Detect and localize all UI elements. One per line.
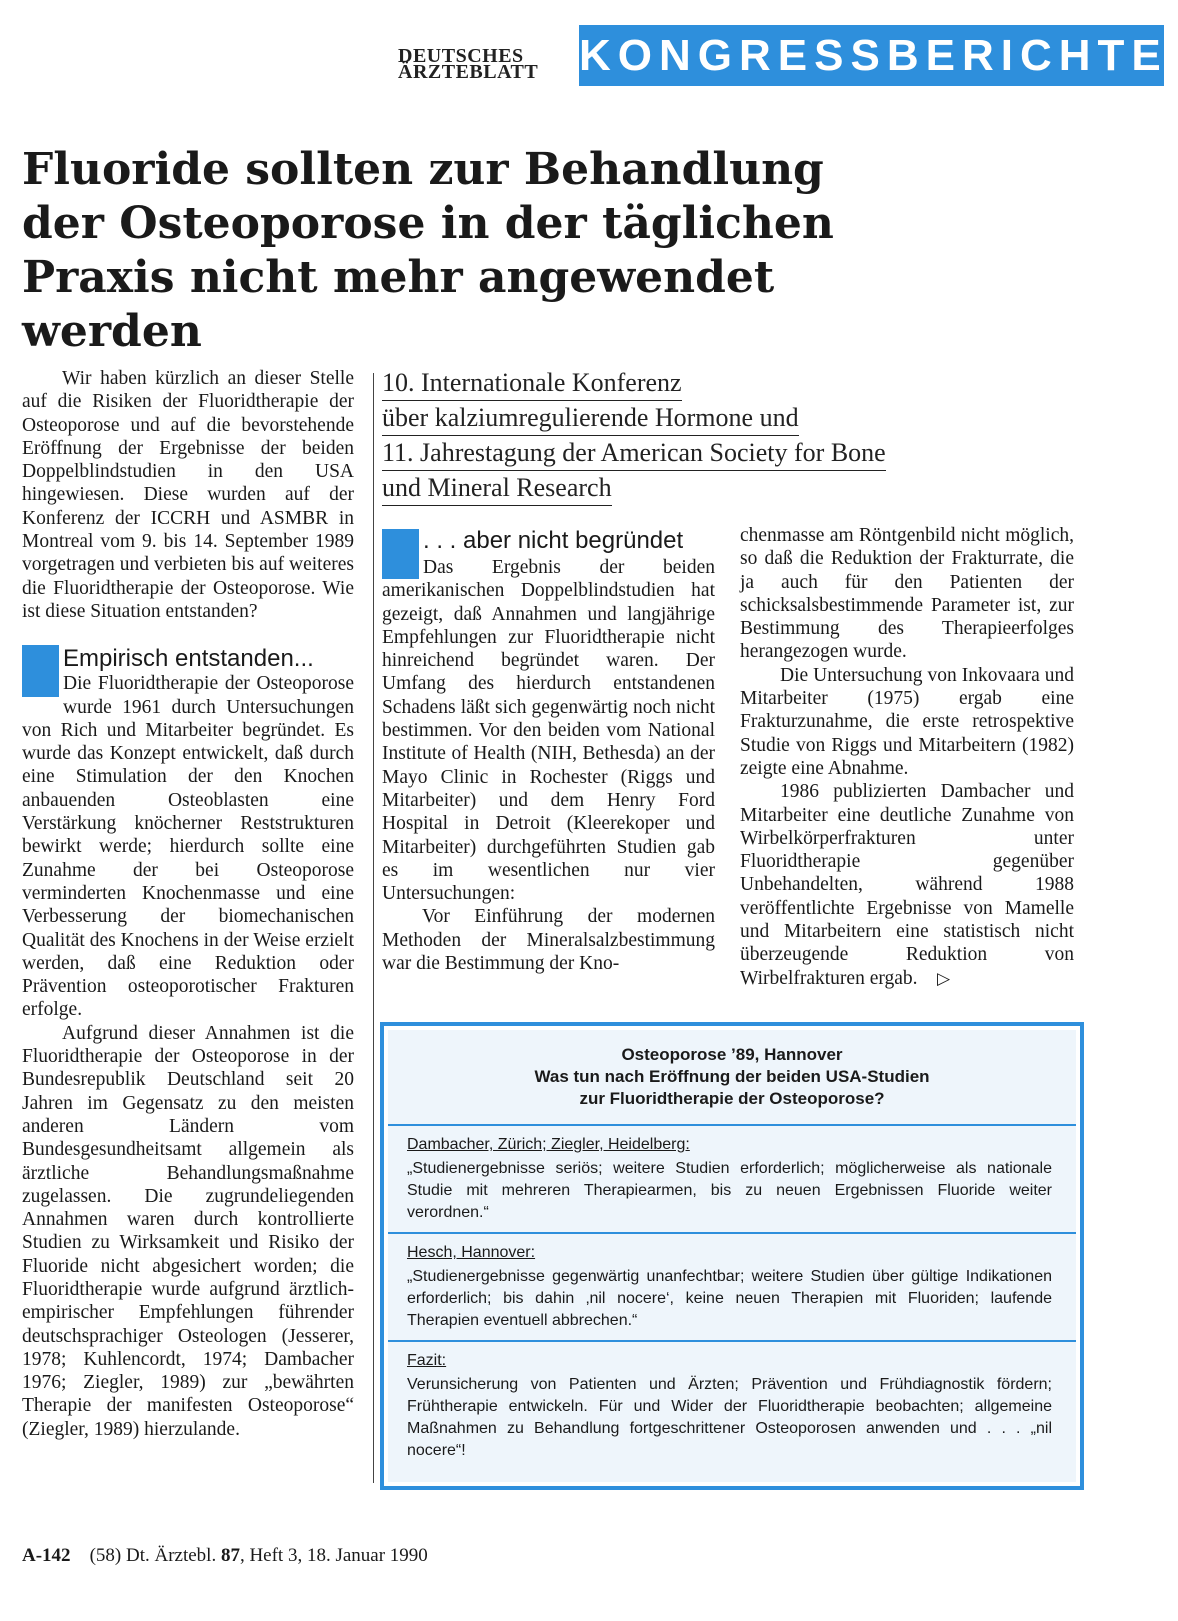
citation-post: , Heft 3, 18. Januar 1990 — [239, 1545, 428, 1566]
masthead-line1: DEUTSCHES — [398, 45, 524, 67]
masthead-line2: ÄRZTEBLATT — [398, 61, 539, 83]
article-headline: Fluoride sollten zur Behandlung der Osteoporose in der täglichen Praxis nicht mehr angewendet werden — [22, 144, 834, 357]
subhead-block-begruendet — [382, 527, 715, 905]
conference-heading — [382, 366, 962, 506]
info-box-section — [388, 1232, 1076, 1340]
column-3 — [740, 524, 1074, 991]
paragraph-text: 1986 publizierten Dambacher und Mitarbeiter eine deutliche Zunahme von Wirbelkörperfrakturen unter Fluoridtherapie gegenüber Unbehandelten, während 1988 veröffentlichte Ergebnisse von Mamelle und Mitarbeitern eine statistisch nicht überzeugende Reduktion von Wirbelfrakturen ergab. — [740, 781, 1074, 989]
paragraph: Vor Einführung der modernen Methoden der Mineralsalzbestimmung war die Bestimmung der Kno- — [382, 906, 715, 975]
subhead-block-empirisch — [22, 645, 354, 1021]
paragraph — [740, 780, 1074, 991]
paragraph: Die Untersuchung von Inkovaara und Mitarbeiter (1975) ergab eine Frakturzunahme, die erste retrospektive Studie von Riggs und Mitarbeitern (1982) zeigte eine Abnahme. — [740, 664, 1074, 779]
conference-line-1: 10. Internationale Konferenz — [382, 366, 682, 401]
statement-author: Fazit: — [407, 1352, 447, 1369]
intro-paragraph: Wir haben kürzlich an dieser Stelle auf die Risiken der Fluoridtherapie der Osteoporose und auf die bevorstehende Eröffnung der Ergebnisse der beiden Doppelblindstudien in den USA hingewiesen. Diese wurden auf der Konferenz der ICCRH und ASMBR in Montreal vom 9. bis 14. September 1989 vorgetragen und verbieten bis auf weiteres die Fluoridtherapie der Osteoporose. Wie ist diese Situation entstanden? — [22, 368, 354, 622]
statement-quote: Verunsicherung von Patienten und Ärzten; Prävention und Frühdiagnostik fördern; Frühtherapie entwickeln. Für und Wider der Fluoridtherapie beobachten; allgemeine Maßnahmen zu Behandlung fortgeschrittener Osteoporosen anwenden und . . . „nil nocere“! — [407, 1376, 1052, 1459]
statement-quote: „Studienergebnisse gegenwärtig unanfechtbar; weitere Studien über gültige Indikationen erforderlich; bis dahin ‚nil nocere‘, keine neuen Therapien mit Fluoriden; laufende Therapien eventuell abbrechen.“ — [407, 1268, 1052, 1329]
paragraph: Das Ergebnis der beiden amerikanischen Doppelblindstudien hat gezeigt, daß Annahmen und langjährige Empfehlungen zur Fluoridtherapie nicht hinreichend begründet waren. Der Umfang des hierdurch entstandenen Schadens läßt sich gegenwärtig noch nicht bestimmen. Vor den beiden vom National Institute of Health (NIH, Bethesda) an der Mayo Clinic in Rochester (Riggs und Mitarbeiter) und dem Henry Ford Hospital in Detroit (Kleerekoper und Mitarbeiter) durchgeführten Studien gab es im wesentlichen nur vier Untersuchungen: — [382, 557, 715, 905]
column-2 — [382, 527, 715, 975]
paragraph: chenmasse am Röntgenbild nicht möglich, so daß die Reduktion der Frakturrate, die ja auch für den Patienten der schicksalsbestimmende Parameter ist, zur Bestimmung des Therapieerfolges herangezogen wurde. — [740, 525, 1074, 663]
info-box-section — [388, 1340, 1076, 1470]
info-box-title-line-2: Was tun nach Eröffnung der beiden USA-Studien — [534, 1067, 930, 1086]
citation-pre: (58) Dt. Ärztebl. — [89, 1545, 217, 1566]
subhead-begruendet: . . . aber nicht begründet — [423, 527, 684, 554]
statement-author: Dambacher, Zürich; Ziegler, Heidelberg: — [407, 1136, 690, 1153]
info-box-title — [388, 1030, 1076, 1124]
info-box — [380, 1022, 1084, 1490]
subhead-accent-bar — [382, 529, 419, 579]
masthead-logo — [398, 45, 566, 83]
paragraph: Aufgrund dieser Annahmen ist die Fluoridtherapie der Osteoporose in der Bundesrepublik Deutschland seit 20 Jahren im Gegensatz zu den meisten anderen Ländern vom Bundesgesundheitsamt allgemein als ärztliche Behandlungsmaßnahme zugelassen. Die zugrundeliegenden Annahmen waren durch kontrollierte Studien zu Wirksamkeit und Risiko der Fluoride nicht abgesichert worden; die Fluoridtherapie wurde aufgrund ärztlich-empirischer Empfehlungen führender deutschsprachiger Osteologen (Jesserer, 1978; Kuhlencordt, 1974; Dambacher 1976; Ziegler, 1989) zur „bewährten Therapie der manifesten Osteoporose“ (Ziegler, 1989) hierzulande. — [22, 1022, 354, 1440]
info-box-inner — [388, 1030, 1076, 1482]
column-1 — [22, 367, 354, 1441]
conference-line-3: 11. Jahrestagung der American Society for Bone — [382, 436, 886, 471]
subhead-accent-bar — [22, 645, 59, 697]
paragraph: Die Fluoridtherapie der Osteoporose wurde 1961 durch Untersuchungen von Rich und Mitarbeiter begründet. Es wurde das Konzept entwickelt, daß durch eine Stimulation der den Knochen anbauenden Osteoblasten eine Verstärkung knöcherner Reststrukturen bewirkt werde; hierdurch sollte eine Zunahme der bei Osteoporose verminderten Knochenmasse und eine Verbesserung der biomechanischen Qualität des Knochens in der Weise erzielt werden, daß eine Reduktion oder Prävention osteoporotischer Frakturen erfolge. — [22, 673, 354, 1021]
info-box-title-line-3: zur Fluoridtherapie der Osteoporose? — [579, 1089, 885, 1108]
continue-arrow-icon: ▷ — [937, 968, 951, 989]
subhead-empirisch: Empirisch entstanden... — [63, 645, 314, 673]
column-divider — [373, 373, 374, 1483]
section-banner: KONGRESSBERICHTE — [579, 25, 1164, 86]
statement-quote: „Studienergebnisse seriös; weitere Studien erforderlich; möglicherweise als nationale Studie mit mehreren Therapiearmen, bis zu neuen Ergebnissen Fluoride weiter verordnen.“ — [407, 1160, 1052, 1221]
page-footer — [22, 1545, 428, 1567]
page-number: A-142 — [22, 1545, 71, 1566]
conference-line-2: über kalziumregulierende Hormone und — [382, 401, 799, 436]
info-box-section — [388, 1124, 1076, 1232]
citation-volume: 87 — [220, 1545, 240, 1566]
statement-author: Hesch, Hannover: — [407, 1244, 536, 1261]
conference-line-4: und Mineral Research — [382, 471, 612, 506]
info-box-title-line-1: Osteoporose ’89, Hannover — [621, 1045, 843, 1064]
